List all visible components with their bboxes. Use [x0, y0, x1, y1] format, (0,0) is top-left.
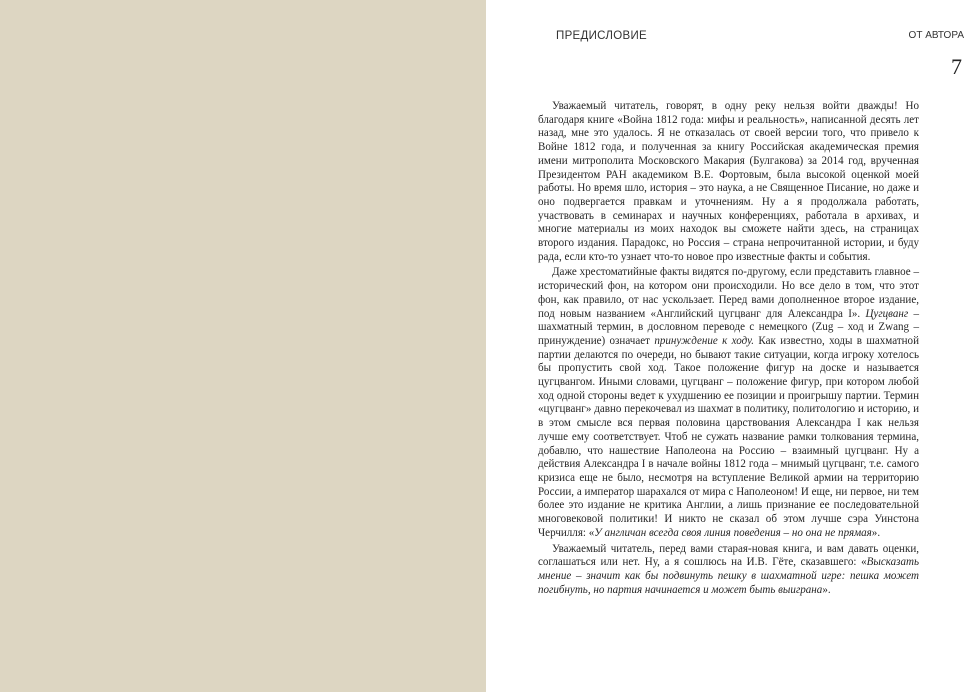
paragraph-3: Уважаемый читатель, перед вами старая-новая книга, и вам давать оценки, соглашаться или нет. Ну, а я сошлюсь на И.В. Гёте, сказавшего: «Высказать мнение – значит как бы подвинуть пешку в шахматной игре: пешка может погибнуть, но партия начинается и может быть выиграна». — [538, 542, 919, 596]
running-header-section: ПРЕДИСЛОВИЕ — [556, 30, 647, 42]
churchill-quote: У англичан всегда своя линия поведения – но она не прямая — [594, 526, 872, 539]
page-number: 7 — [951, 54, 962, 79]
paragraph-2: Даже хрестоматийные факты видятся по-другому, если представить главное – исторический фон, на котором они происходили. Но все дело в том, что этот фон, как правило, от нас ускользает. Перед вами дополненное второе издание, под новым названием «Английский цугцванг для Александра I». Цугцванг – шахматный термин, в дословном переводе с немецкого (Zug – ход и Zwang – принуждение) означает принуждение к ходу. Как известно, ходы в шахматной партии делаются по очереди, но бывают такие ситуации, когда игроку хотелось бы пропустить свой ход. Такое положение фигур на доске и называется цугцвангом. Иными словами, цугцванг – положение фигур, при котором любой ход одной стороны ведет к ухудшению ее позиции и проигрышу партии. Термин «цугцванг» давно перекочевал из шахмат в политику, политологию и историю, и в этом смысле вся первая половина царствования Александра I как нельзя лучше ему соответствует. Чтоб не сужать название рамки толкования термина, добавлю, что нашествие Наполеона на Россию – взаимный цугцванг. Ну а действия Александра I в начале войны 1812 года – мнимый цугцванг, т.е. самого кризиса еще не было, несмотря на вступление Великой армии на территорию России, а император шарахался от мира с Наполеоном! И еще, ни первое, ни тем более это издание не критика Англии, а лишь признание ее последовательной многовековой политики! И никто не сказал об этом лучше сэра Уинстона Черчилля: «У англичан всегда своя линия поведения – но она не прямая». — [538, 266, 919, 539]
goethe-quote: Высказать мнение – значит как бы подвинуть пешку в шахматной игре: пешка может погибнуть, но партия начинается и может быть выиграна — [538, 556, 919, 596]
preface-text — [538, 100, 919, 597]
running-header-chapter: ОТ АВТОРА — [908, 30, 964, 41]
term-meaning: принуждение к ходу. — [654, 334, 755, 347]
paragraph-1: Уважаемый читатель, говорят, в одну реку нельзя войти дважды! Но благодаря книге «Война 1812 года: мифы и реальность», написанной десять лет назад, мне это удалось. Я не отказалась от своей версии того, что привело к Войне 1812 года, и полученная за книгу Российская академическая премия имени митрополита Московского Макария (Булгакова) за 2014 год, врученная Президентом РАН академиком В.Е. Фортовым, была высокой оценкой моей работы. Но время шло, история – это наука, а не Священное Писание, но даже и оно подвергается правкам и уточнениям. Ну а я продолжала работать, участвовать в семинарах и научных конференциях, работала в архивах, и многие материалы из моих находок вы сможете найти здесь, на страницах второго издания. Парадокс, но Россия – страна непрочитанной истории, и буду рада, если кто-то узнает что-то новое про известные факты и события. — [538, 100, 919, 263]
right-page — [486, 0, 970, 692]
term-zugzwang: Цугцванг — [865, 307, 909, 320]
